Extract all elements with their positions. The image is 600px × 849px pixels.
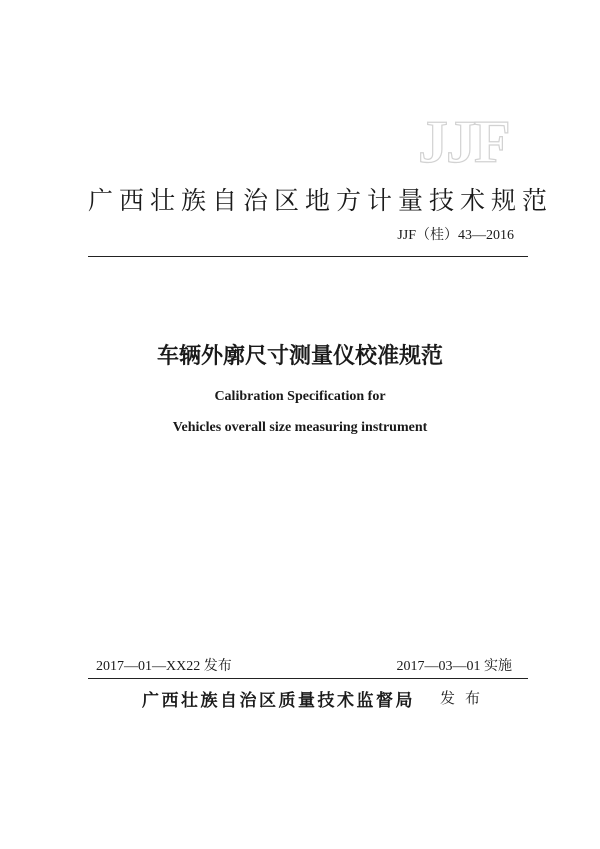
english-title-line-1: Calibration Specification for — [214, 389, 386, 404]
regulation-category-title: 广西壮族自治区地方计量技术规范 — [88, 186, 554, 215]
publish-label: 发布 — [440, 689, 491, 707]
issue-date: 2017—01—XX22 发布 — [96, 659, 232, 674]
standard-number: JJF（桂）43—2016 — [397, 228, 514, 243]
header-divider — [88, 256, 528, 257]
footer-divider — [88, 678, 528, 679]
implementation-date: 2017—03—01 实施 — [396, 659, 512, 674]
english-title-line-2: Vehicles overall size measuring instrument — [172, 420, 428, 435]
chinese-title: 车辆外廓尺寸测量仪校准规范 — [156, 344, 443, 369]
issuing-authority: 广西壮族自治区质量技术监督局 — [142, 691, 415, 711]
jjf-logo: JJF — [418, 109, 509, 175]
